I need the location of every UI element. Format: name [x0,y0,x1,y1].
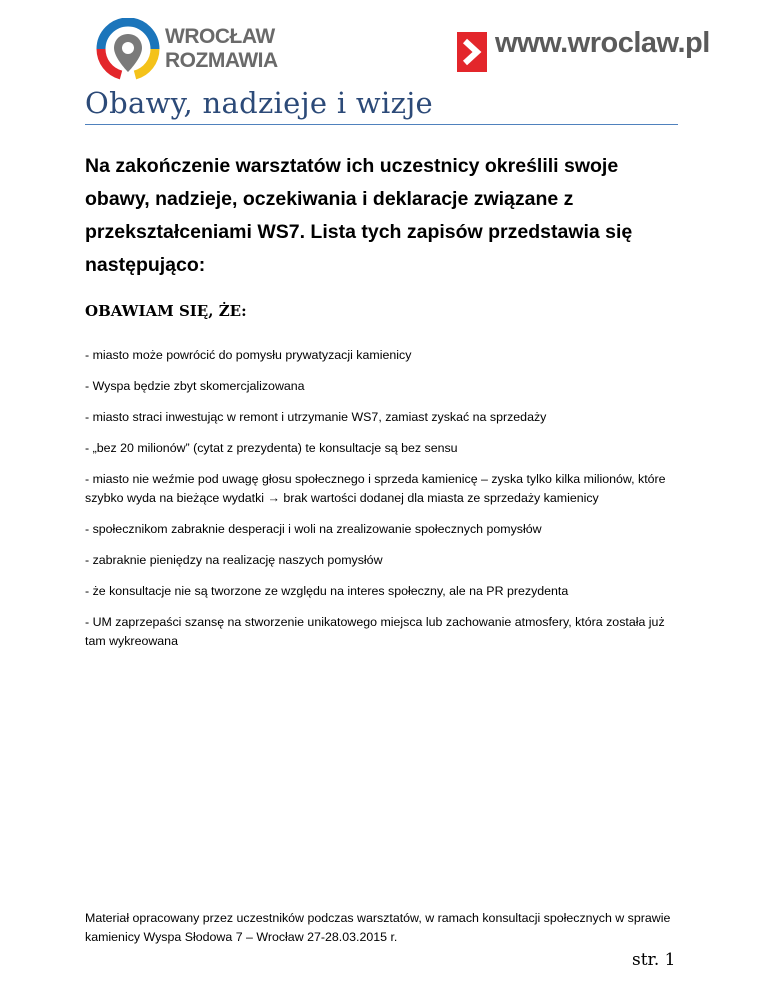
list-item: - miasto może powrócić do pomysłu prywatyzacji kamienicy [85,348,412,362]
list-item: - że konsultacje nie są tworzone ze względu na interes społeczny, ale na PR prezydenta [85,584,569,599]
intro-paragraph: Na zakończenie warsztatów ich uczestnicy określili swoje obawy, nadzieje, oczekiwania i deklaracje związane z przekształceniami WS7. Lista tych zapisów przedstawia się następująco: [85,155,633,276]
logo-line-1: WROCŁAW [165,25,275,48]
list-item: - miasto nie weźmie pod uwagę głosu społecznego i sprzeda kamienicę – zyska tylko kilka milionów, które szybko wyda na bieżące wydatki → brak wartości dodanej dla miasta ze sprzedaży kamienicy [85,472,666,505]
page-number: str. 1 [632,950,676,970]
wroclaw-rozmawia-logo [95,18,278,84]
map-pin-icon [95,18,161,84]
concerns-list [85,346,685,663]
footer-note: Materiał opracowany przez uczestników podczas warsztatów, w ramach konsultacji społecznych w sprawie kamienicy Wyspa Słodowa 7 – Wrocław 27-28.03.2015 r. [85,911,671,944]
chevron-right-icon [457,32,487,72]
wroclaw-pl-logo [457,26,710,72]
logo-text [165,25,278,73]
list-item: - „bez 20 milionów” (cytat z prezydenta) te konsultacje są bez sensu [85,441,458,456]
list-item: - społecznikom zabraknie desperacji i woli na zrealizowanie społecznych pomysłów [85,522,542,537]
title-divider [85,124,678,125]
section-heading: OBAWIAM SIĘ, ŻE: [85,302,247,320]
list-item: - Wyspa będzie zbyt skomercjalizowana [85,379,305,394]
list-item: - miasto straci inwestując w remont i utrzymanie WS7, zamiast zyskać na sprzedaży [85,410,547,425]
list-item: - zabraknie pieniędzy na realizację naszych pomysłów [85,553,383,568]
list-item: - UM zaprzepaści szansę na stworzenie unikatowego miejsca lub zachowanie atmosfery, która została już tam wykreowana [85,615,665,648]
logo-line-2: ROZMAWIA [165,49,278,72]
website-url: www.wroclaw.pl [495,27,710,59]
page-title: Obawy, nadzieje i wizje [85,86,433,120]
